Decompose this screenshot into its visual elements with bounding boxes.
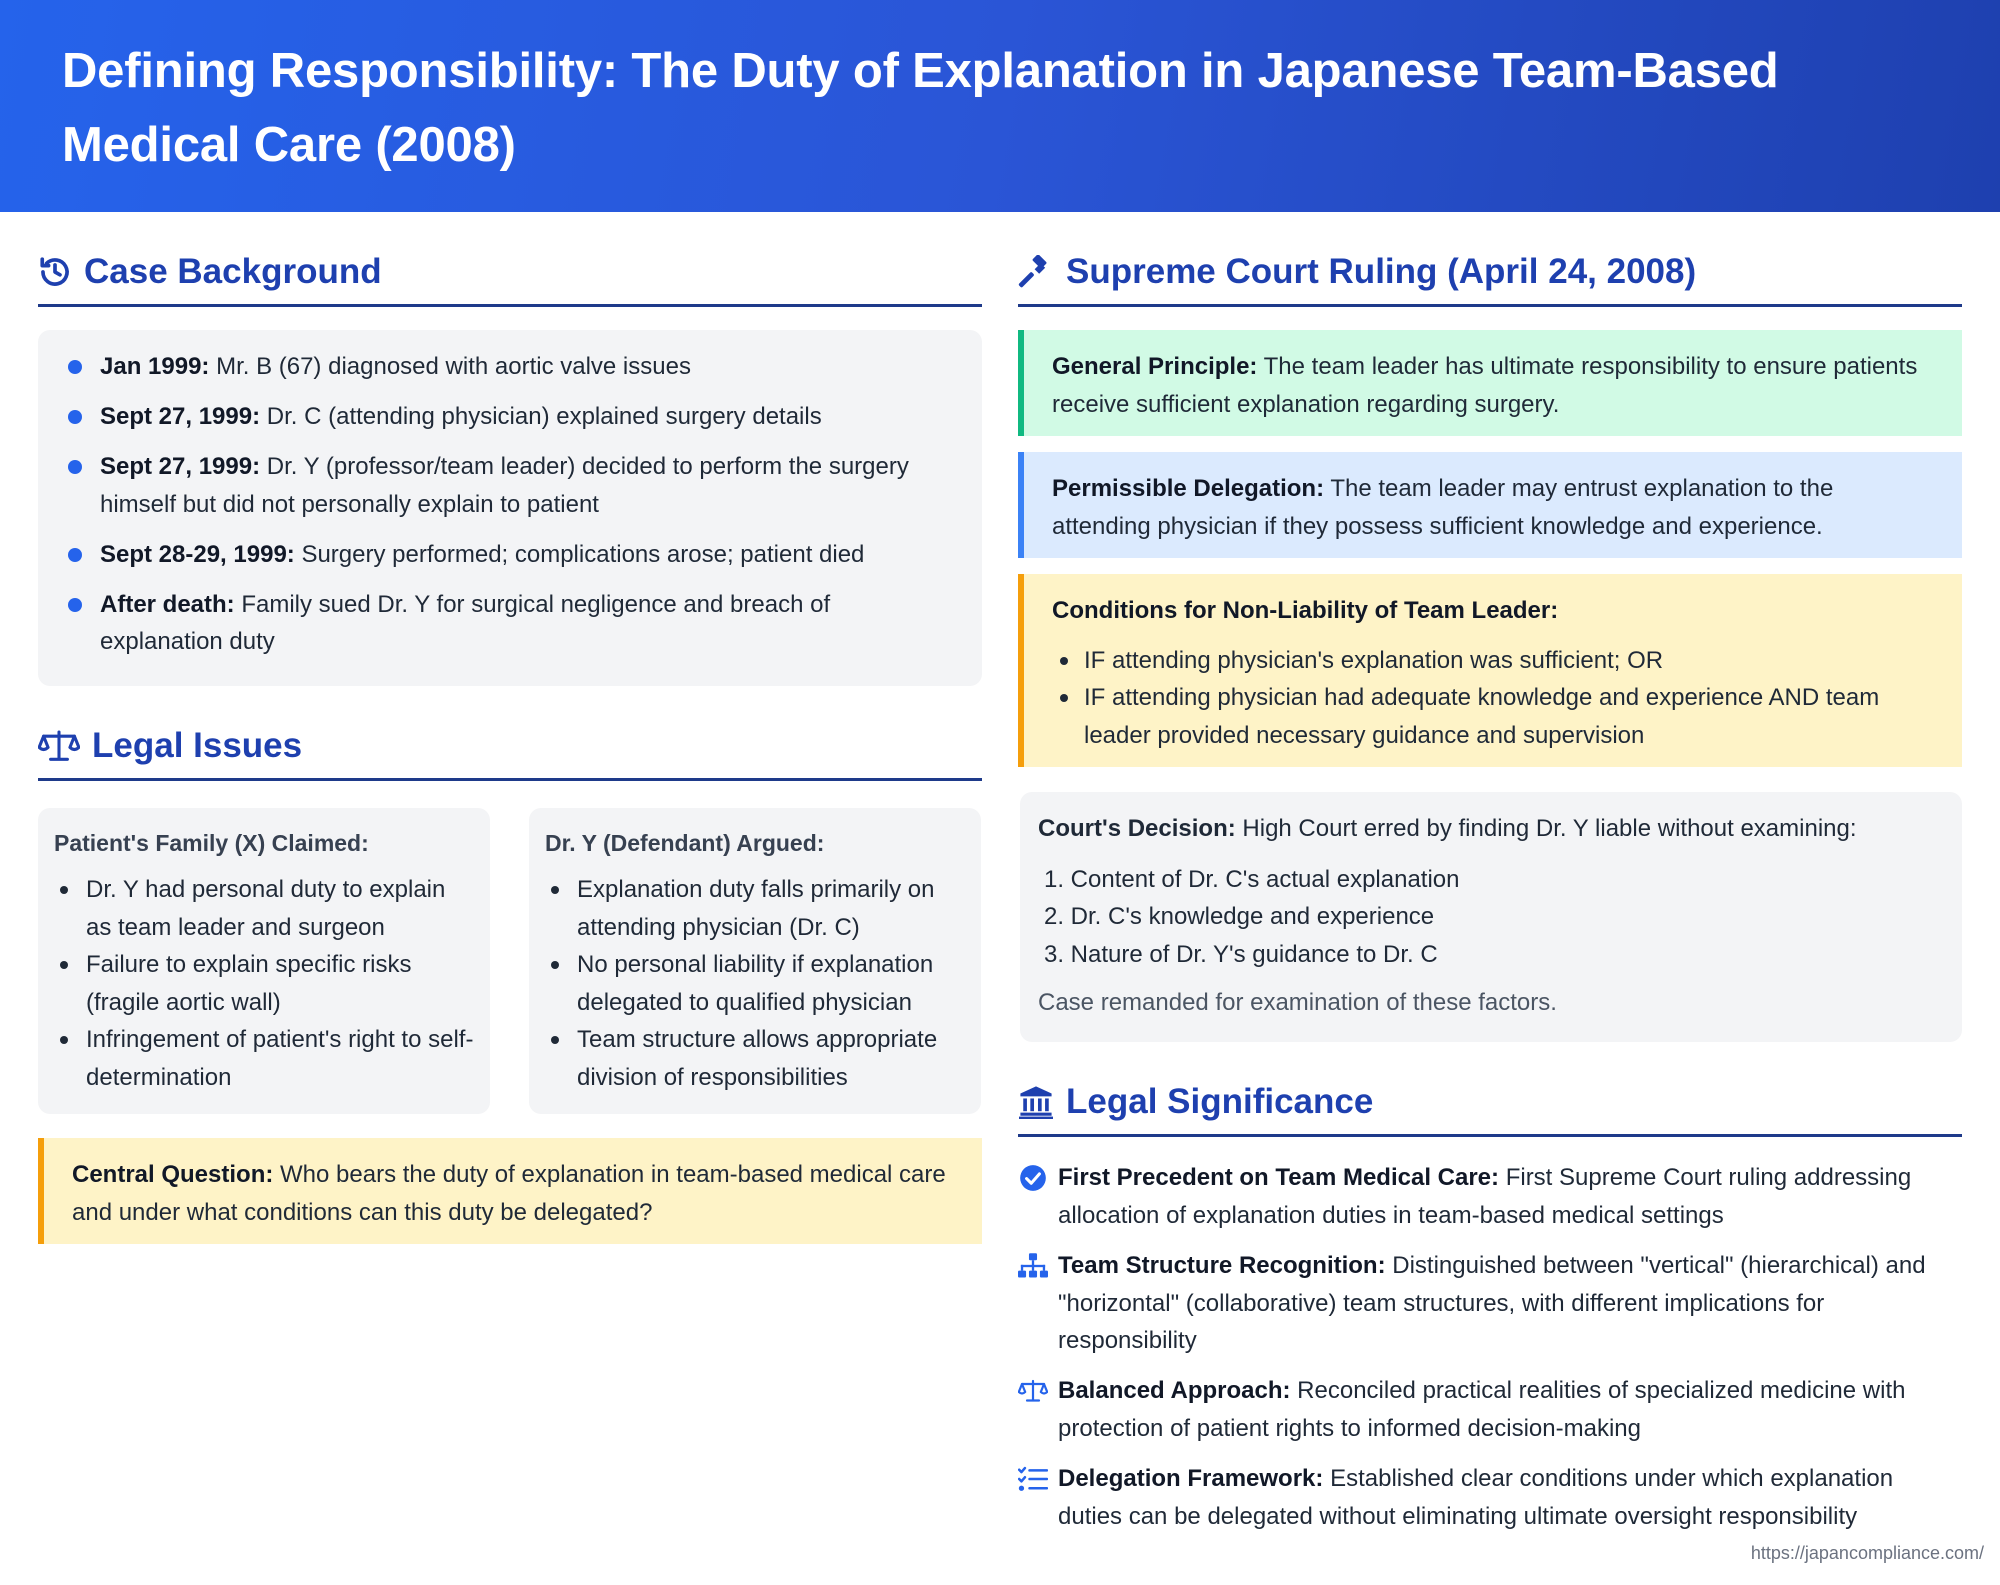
balance-scale-icon <box>38 729 80 763</box>
significance-item: First Precedent on Team Medical Care: First Supreme Court ruling addressing allocation of explanation duties in team-based medical settings <box>1018 1159 1962 1234</box>
list-item: 3. Nature of Dr. Y's guidance to Dr. C <box>1044 940 1438 968</box>
sitemap-icon <box>1018 1247 1048 1285</box>
list-item: IF attending physician's explanation was sufficient; OR <box>1052 642 1934 680</box>
list-item: 1. Content of Dr. C's actual explanation <box>1044 865 1460 893</box>
legal-issues-title: Legal Issues <box>92 726 303 765</box>
list-item: 2. Dr. C's knowledge and experience <box>1044 903 1435 930</box>
legal-significance-heading <box>1018 1082 1962 1137</box>
ruling-title: Supreme Court Ruling (April 24, 2008) <box>1066 252 1697 291</box>
history-icon <box>38 255 72 289</box>
timeline-item: Sept 28-29, 1999: Surgery performed; complications arose; patient died <box>68 536 952 574</box>
plaintiff-heading: Patient's Family (X) Claimed: <box>54 830 369 856</box>
list-item: Team structure allows appropriate division of responsibilities <box>545 1021 965 1096</box>
list-item: Dr. Y had personal duty to explain as team leader and surgeon <box>54 871 474 946</box>
defendant-arguments-box <box>529 808 981 1114</box>
list-item: Failure to explain specific risks (fragile aortic wall) <box>54 946 474 1021</box>
tasks-list-icon <box>1018 1460 1048 1498</box>
check-circle-icon <box>1018 1159 1048 1197</box>
ruling-heading <box>1018 252 1962 307</box>
timeline-item: Jan 1999: Mr. B (67) diagnosed with aortic valve issues <box>68 348 952 386</box>
significance-item: Team Structure Recognition: Distinguished between "vertical" (hierarchical) and "horizontal" (collaborative) team structures, with different implications for responsibility <box>1018 1247 1962 1360</box>
permissible-delegation-callout: Permissible Delegation: The team leader may entrust explanation to the attending physician if they possess sufficient knowledge and experience. <box>1018 452 1962 558</box>
non-liability-conditions-callout <box>1018 574 1962 767</box>
significance-item: Delegation Framework: Established clear conditions under which explanation duties can be delegated without eliminating ultimate oversight responsibility <box>1018 1460 1962 1535</box>
decision-label: Court's Decision: <box>1038 815 1236 842</box>
list-item: No personal liability if explanation delegated to qualified physician <box>545 946 965 1021</box>
timeline-item: After death: Family sued Dr. Y for surgical negligence and breach of explanation duty <box>68 586 952 661</box>
list-item: IF attending physician had adequate knowledge and experience AND team leader provided necessary guidance and supervision <box>1052 679 1934 754</box>
timeline-item: Sept 27, 1999: Dr. C (attending physician) explained surgery details <box>68 398 952 436</box>
legal-issues-heading <box>38 726 982 781</box>
landmark-icon <box>1018 1085 1054 1119</box>
remand-note: Case remanded for examination of these factors. <box>1038 989 1557 1016</box>
significance-item: Balanced Approach: Reconciled practical realities of specialized medicine with protection of patient rights to informed decision-making <box>1018 1372 1962 1447</box>
plaintiff-claims-box <box>38 808 490 1114</box>
central-question-callout: Central Question: Who bears the duty of explanation in team-based medical care and under what conditions can this duty be delegated? <box>38 1138 982 1244</box>
general-principle-callout: General Principle: The team leader has ultimate responsibility to ensure patients receive sufficient explanation regarding surgery. <box>1018 330 1962 436</box>
source-url: https://japancompliance.com/ <box>1750 1543 1984 1563</box>
list-item: Explanation duty falls primarily on attending physician (Dr. C) <box>545 871 965 946</box>
conditions-heading: Conditions for Non-Liability of Team Leader: <box>1052 597 1559 624</box>
gavel-icon <box>1018 255 1054 289</box>
page-title: Defining Responsibility: The Duty of Explanation in Japanese Team-Based Medical Care (2008) <box>62 44 1779 172</box>
case-background-title: Case Background <box>84 252 382 291</box>
court-decision-box <box>1020 792 1962 1042</box>
legal-significance-title: Legal Significance <box>1066 1082 1374 1121</box>
timeline-item: Sept 27, 1999: Dr. Y (professor/team leader) decided to perform the surgery himself but did not personally explain to patient <box>68 448 952 523</box>
case-background-box <box>38 330 982 686</box>
balance-scale-icon <box>1018 1372 1048 1410</box>
case-background-heading <box>38 252 982 307</box>
list-item: Infringement of patient's right to self-determination <box>54 1021 474 1096</box>
decision-text: High Court erred by finding Dr. Y liable without examining: <box>1235 815 1857 842</box>
defendant-heading: Dr. Y (Defendant) Argued: <box>545 830 825 856</box>
page-header <box>0 0 2000 212</box>
